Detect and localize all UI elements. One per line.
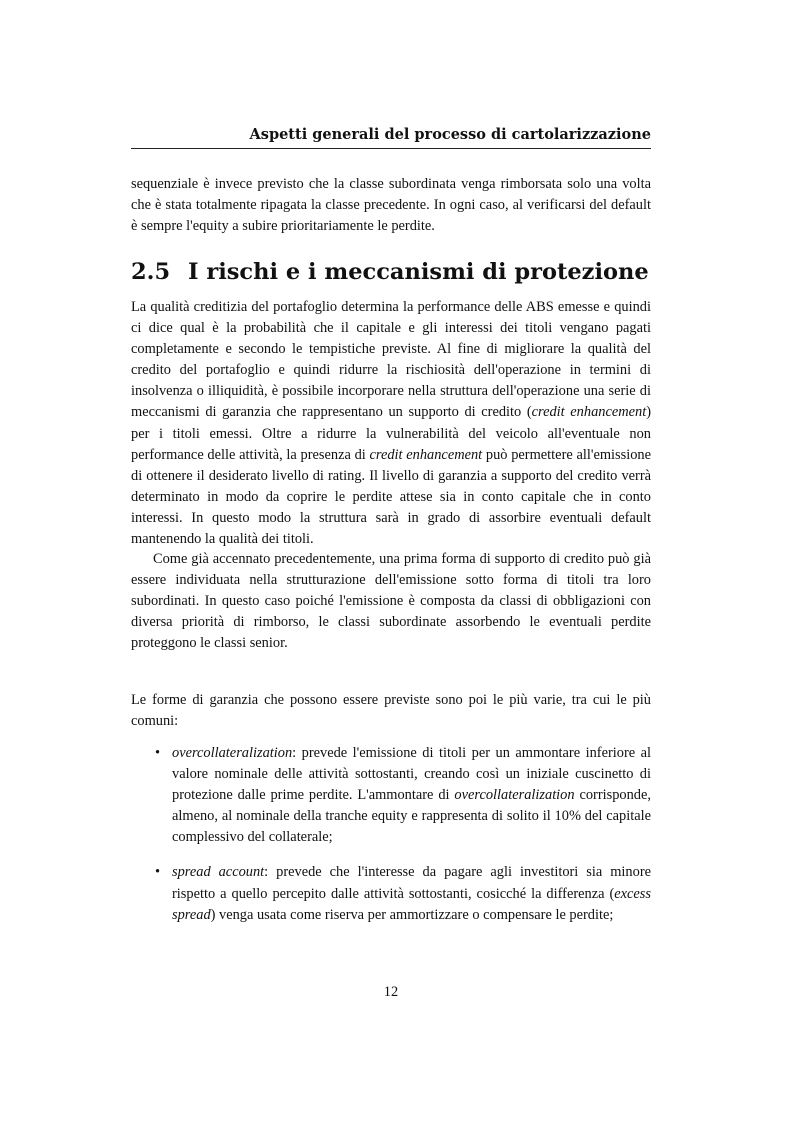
text-run: La qualità creditizia del portafoglio determina la performance delle ABS emesse e quindi ci dice qual è la probabilità che il capitale e gli interessi dei titoli vengano pagati completamente e secondo le tempistiche previste. Al fine di migliorare la qualità del credito del portafoglio e quindi ridurre la rischiosità dell'operazione in termini di insolvenza o illiquidità, è possibile incorporare nella struttura dell'operazione una serie di meccanismi di garanzia che rappresentano un supporto di credito ( — [131, 299, 651, 421]
text-run: ) venga usata come riserva per ammortizzare o compensare le perdite; — [210, 906, 614, 923]
guarantee-list — [131, 743, 651, 940]
list-item-term: overcollateralization — [172, 745, 293, 761]
bullet-icon: • — [155, 745, 161, 761]
list-item — [131, 862, 651, 925]
section-number: 2.5 — [131, 259, 171, 285]
page-number: 12 — [383, 984, 399, 1000]
emphasis-term: credit enhancement — [531, 404, 647, 421]
text-run: : prevede che l'interesse da pagare agli investitori sia minore rispetto a quello percepito dalle attività sottostanti, cosicché la differenza ( — [172, 864, 651, 902]
paragraph-continuation: sequenziale è invece previsto che la classe subordinata venga rimborsata solo una volta che è stata totalmente ripagata la classe precedente. In ogni caso, al verificarsi del default è sempre l'equity a subire prioritariamente le perdite. — [131, 176, 651, 235]
list-item-term: spread account — [172, 864, 265, 881]
emphasis-term: credit enhancement — [369, 446, 483, 463]
paragraph-forms: Le forme di garanzia che possono essere previste sono poi le più varie, tra cui le più comuni: — [131, 692, 651, 730]
emphasis-term: excess spread — [172, 885, 651, 923]
paragraph-intro — [131, 297, 651, 550]
text-run: : prevede l'emissione di titoli per un ammontare inferiore al valore nominale delle attività sottostanti, creando così un iniziale cuscinetto di protezione dalle prime perdite. L'ammontare di — [172, 745, 651, 804]
emphasis-term: overcollateralization — [454, 787, 575, 804]
list-item — [131, 743, 651, 848]
text-run: corrisponde, almeno, al nominale della tranche equity e rappresenta di solito il 10% del capitale complessivo del collaterale; — [172, 787, 651, 846]
paragraph-subordination: Come già accennato precedentemente, una prima forma di supporto di credito può già essere individuata nella strutturazione dell'emissione sotto forma di titoli tra loro subordinati. In questo caso poiché l'emissione è composta da classi di obbligazioni con diversa priorità di rimborso, le classi subordinate assorbendo le eventuali perdite proteggono le classi senior. — [131, 551, 651, 652]
running-header: Aspetti generali del processo di cartolarizzazione — [131, 126, 651, 149]
section-heading — [131, 259, 651, 285]
text-run: ) per i titoli emessi. Oltre a ridurre la vulnerabilità del veicolo all'eventuale non performance delle attività, la presenza di — [131, 404, 652, 463]
bullet-icon: • — [155, 864, 161, 881]
section-title: I rischi e i meccanismi di protezione — [188, 259, 649, 285]
text-run: può permettere all'emissione di ottenere il desiderato livello di rating. Il livello di garanzia a supporto del credito verrà determinato in modo da coprire le perdite attese sia in conto capitale che in conto interessi. In questo modo la struttura sarà in grado di assorbire eventuali default mantenendo la qualità dei titoli. — [131, 446, 652, 548]
